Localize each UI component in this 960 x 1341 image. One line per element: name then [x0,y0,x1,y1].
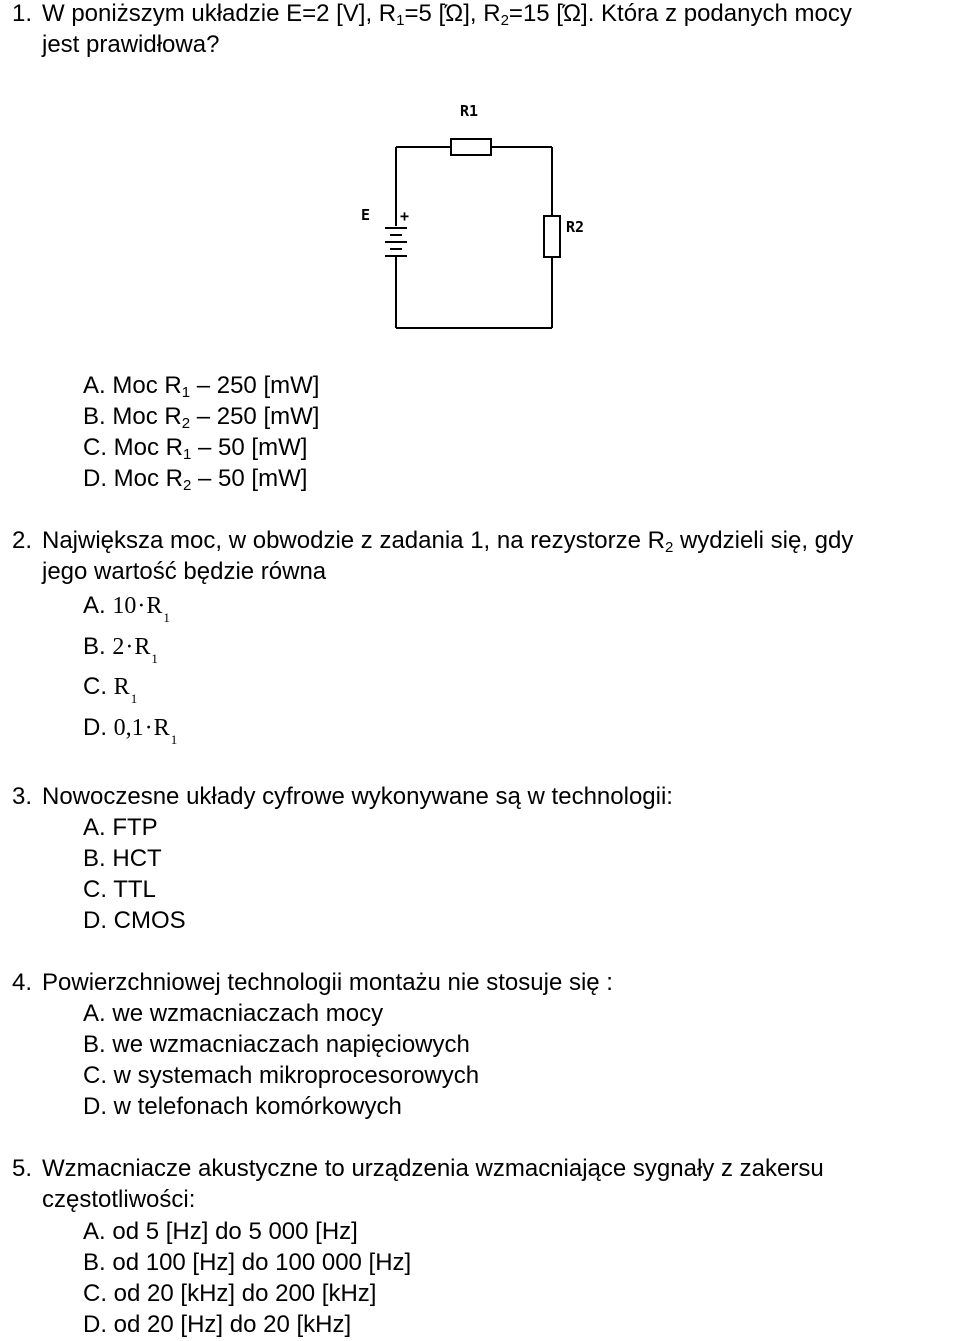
question-number: 2. [12,527,33,554]
resistor-r2 [544,216,560,257]
question-number: 3. [12,783,33,810]
question-5-text-line2: częstotliwości: [42,1186,196,1213]
resistor-r1 [451,139,491,155]
question-2-text-line2: jego wartość będzie równa [42,558,327,585]
label-r2: R2 [566,218,585,236]
question-1-text-line2: jest prawidłowa? [42,31,220,58]
question-number: 4. [12,969,33,996]
question-number: 5. [12,1155,33,1182]
circuit-diagram [0,0,960,340]
label-r1: R1 [460,102,479,120]
battery-e [385,228,407,256]
label-e: E [361,206,371,224]
question-number: 1. [12,0,33,27]
label-plus: + [400,207,410,225]
